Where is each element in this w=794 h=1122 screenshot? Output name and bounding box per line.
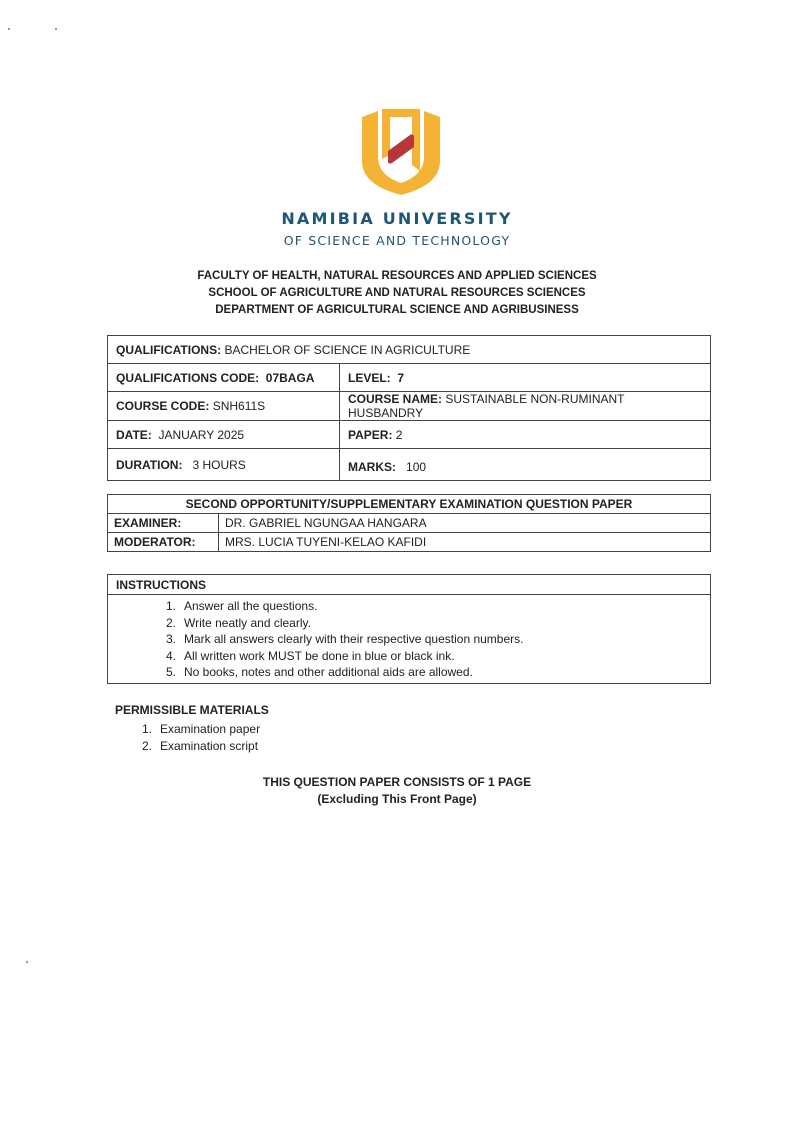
nust-shield-logo-icon: [358, 105, 444, 197]
course-code-label: COURSE CODE:: [116, 399, 210, 413]
university-subname: OF SCIENCE AND TECHNOLOGY: [283, 233, 511, 248]
table-row: [108, 336, 711, 364]
page-count-subline: (Excluding This Front Page): [317, 792, 477, 806]
page-count-note: [0, 774, 794, 808]
department-name: DEPARTMENT OF AGRICULTURAL SCIENCE AND AGRIBUSINESS: [215, 304, 579, 316]
duration-value: 3 HOURS: [192, 457, 246, 472]
level-cell: [340, 364, 711, 392]
table-row: [108, 533, 711, 552]
list-item: 1. Examination paper: [141, 722, 261, 736]
instructions-table: [107, 574, 711, 684]
table-row: [108, 421, 711, 449]
duration-cell: [108, 449, 340, 481]
scan-speck: [55, 28, 57, 30]
table-row: [108, 595, 711, 684]
instructions-title: INSTRUCTIONS: [108, 575, 711, 595]
paper-label: PAPER:: [348, 427, 393, 442]
examiner-value: DR. GABRIEL NGUNGAA HANGARA: [219, 514, 711, 533]
moderator-label: MODERATOR:: [108, 533, 219, 552]
school-name: SCHOOL OF AGRICULTURE AND NATURAL RESOURCES SCIENCES: [208, 287, 586, 299]
examiner-table: [107, 494, 711, 552]
level-value: 7: [397, 370, 405, 385]
level-label: LEVEL:: [348, 370, 391, 385]
instructions-body: [108, 595, 711, 684]
examiner-label: EXAMINER:: [108, 514, 219, 533]
course-details-table: [107, 335, 711, 481]
faculty-name: FACULTY OF HEALTH, NATURAL RESOURCES AND APPLIED SCIENCES: [197, 270, 597, 282]
list-item: 5. No books, notes and other additional aids are allowed.: [165, 665, 473, 679]
qualifications-cell: [108, 336, 711, 364]
duration-label: DURATION:: [116, 457, 183, 472]
paper-value: 2: [395, 427, 403, 442]
course-code-cell: [108, 392, 340, 421]
qualifications-value: BACHELOR OF SCIENCE IN AGRICULTURE: [224, 342, 471, 357]
course-code-value: SNH611S: [212, 399, 266, 413]
marks-label: MARKS:: [348, 459, 396, 474]
exam-type-header: SECOND OPPORTUNITY/SUPPLEMENTARY EXAMINATION QUESTION PAPER: [108, 495, 711, 514]
table-row: [108, 575, 711, 595]
paper-cell: [340, 421, 711, 449]
course-name-cell: [340, 392, 711, 421]
faculty-header: [0, 268, 794, 319]
instructions-list: [116, 598, 702, 681]
course-name-label: COURSE NAME:: [348, 392, 443, 406]
permissible-materials-title: PERMISSIBLE MATERIALS: [115, 703, 269, 717]
table-row: [108, 514, 711, 533]
table-row: [108, 495, 711, 514]
date-label: DATE:: [116, 427, 152, 442]
course-name-value: SUSTAINABLE NON-RUMINANT HUSBANDRY: [348, 392, 625, 420]
scan-speck: [8, 28, 10, 30]
qualifications-label: QUALIFICATIONS:: [116, 342, 222, 357]
moderator-value: MRS. LUCIA TUYENI-KELAO KAFIDI: [219, 533, 711, 552]
page-count-line: THIS QUESTION PAPER CONSISTS OF 1 PAGE: [262, 775, 532, 789]
qualification-code-label: QUALIFICATIONS CODE:: [116, 370, 260, 385]
scan-speck: [26, 961, 28, 963]
table-row: [108, 392, 711, 421]
marks-cell: [340, 449, 711, 481]
list-item: 2. Write neatly and clearly.: [165, 615, 311, 630]
table-row: [108, 364, 711, 392]
marks-value: 100: [406, 459, 427, 474]
date-value: JANUARY 2025: [158, 427, 245, 442]
list-item: 4. All written work MUST be done in blue or black ink.: [165, 648, 455, 663]
qualification-code-value: 07BAGA: [265, 370, 315, 385]
university-name: NAMIBIA UNIVERSITY: [281, 209, 513, 228]
table-row: [108, 449, 711, 481]
list-item: 3. Mark all answers clearly with their respective question numbers.: [165, 632, 524, 646]
list-item: 2. Examination script: [141, 739, 259, 753]
list-item: 1. Answer all the questions.: [165, 599, 318, 613]
date-cell: [108, 421, 340, 449]
permissible-materials-list: [130, 721, 260, 755]
qualification-code-cell: [108, 364, 340, 392]
